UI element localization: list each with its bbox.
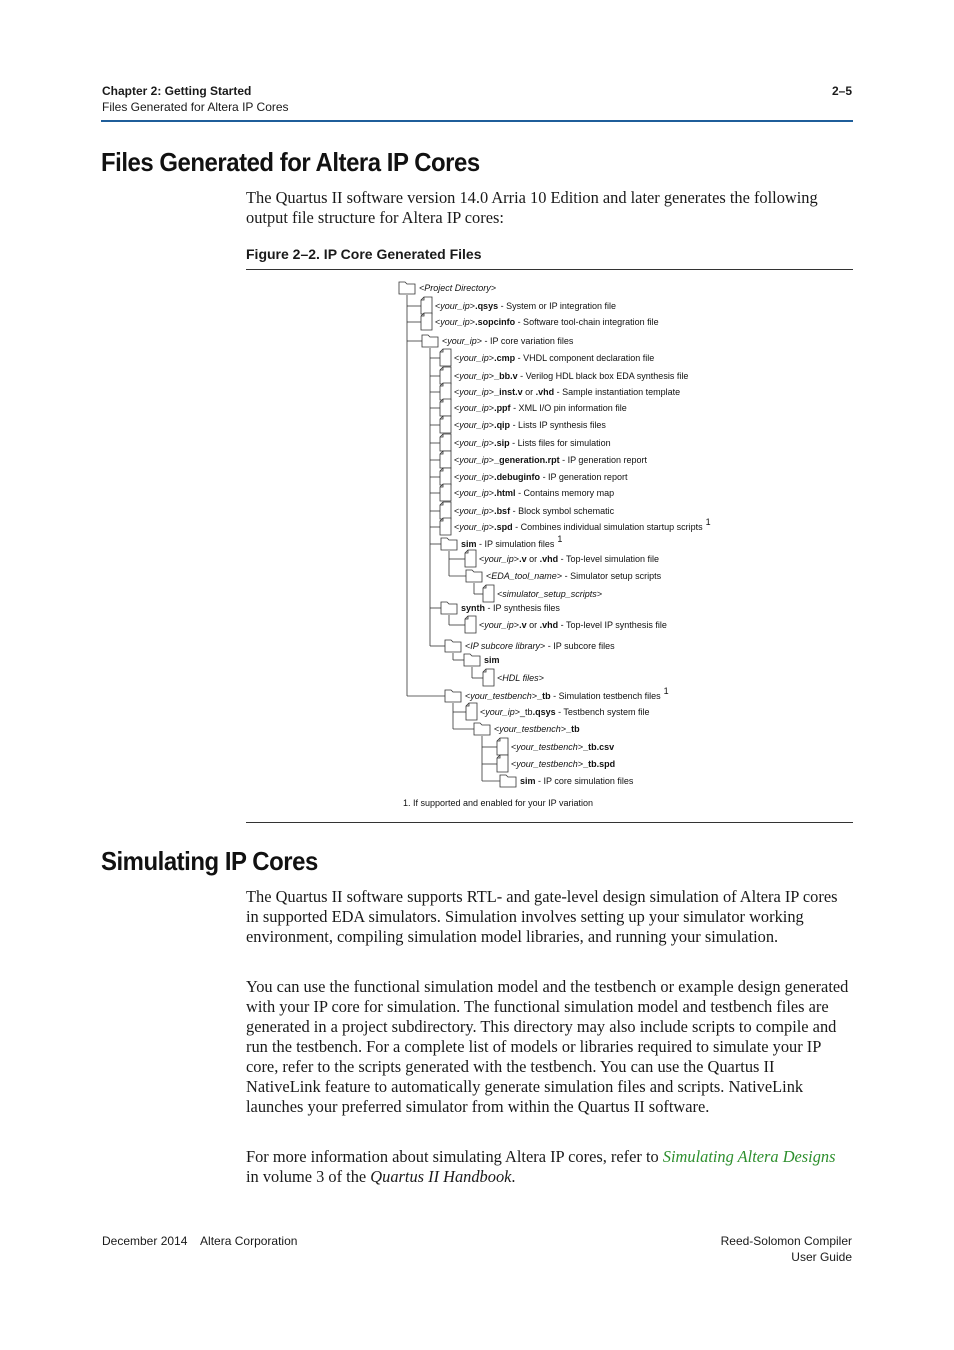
tree-folder-row (474, 723, 580, 735)
tree-item-label: <your_ip>_tb.qsys - Testbench system file (480, 707, 650, 717)
footer-date-company: December 2014 Altera Corporation (102, 1234, 298, 1248)
figure-footnote: 1. If supported and enabled for your IP variation (403, 798, 593, 808)
tree-item-label: <your_testbench>_tb.spd (511, 759, 616, 769)
tree-item-label: <your_ip>_generation.rpt - IP generation report (454, 455, 647, 465)
tree-file-row (440, 367, 688, 384)
tree-file-row (440, 502, 615, 519)
tree-file-row (440, 416, 606, 433)
file-icon (440, 484, 451, 501)
tree-item-label: <your_testbench>_tb (494, 724, 580, 734)
tree-item-label: <your_ip>.cmp - VHDL component declaration file (454, 353, 655, 363)
file-icon (440, 502, 451, 519)
tree-file-row (497, 755, 615, 772)
folder-icon (399, 282, 415, 294)
file-icon (466, 703, 477, 720)
tree-item-label: <your_ip>_inst.v or .vhd - Sample instantiation template (454, 387, 681, 397)
footer-doc-title: Reed-Solomon Compiler (720, 1234, 852, 1248)
tree-item-label: <Project Directory> (419, 283, 497, 293)
tree-item-label: <your_testbench>_tb.csv (511, 742, 615, 752)
tree-folder-row (399, 282, 496, 294)
tree-file-row (465, 616, 667, 633)
tree-file-row (465, 550, 659, 567)
folder-icon (464, 654, 480, 666)
tree-file-row (440, 484, 614, 501)
tree-item-label: <your_ip>.sopcinfo - Software tool-chain integration file (435, 317, 659, 327)
folder-icon (445, 690, 461, 702)
file-icon (440, 434, 451, 451)
tree-item-label: synth - IP synthesis files (461, 603, 560, 613)
tree-file-row (440, 434, 611, 451)
tree-file-row (440, 383, 680, 400)
file-icon (440, 468, 451, 485)
file-icon (497, 755, 508, 772)
simulating-altera-designs-link[interactable]: Simulating Altera Designs (662, 1147, 836, 1166)
tree-item-label: <your_ip>.html - Contains memory map (454, 488, 615, 498)
tree-file-row (440, 349, 654, 366)
folder-icon (466, 570, 482, 582)
simulating-paragraph-1: The Quartus II software supports RTL- and gate-level design simulation of Altera IP cores in supported EDA simulators. Simulation involves setting up your simulator working environment, compiling simulation model libraries, and running your simulation. (246, 887, 838, 946)
tree-folder-row (445, 640, 615, 652)
tree-item-label: <your_ip>.v or .vhd - Top-level simulation file (479, 554, 659, 564)
tree-file-row (440, 451, 647, 468)
file-icon (483, 585, 494, 602)
footnote-marker: 1 (663, 686, 669, 696)
section-title-files-generated: Files Generated for Altera IP Cores (101, 147, 480, 177)
folder-icon (474, 723, 490, 735)
p3-text-mid: in volume 3 of the (246, 1167, 371, 1186)
footnote-marker: 1 (705, 517, 711, 527)
tree-item-label: <IP subcore library> - IP subcore files (465, 641, 615, 651)
tree-item-label: <your_ip>.spd - Combines individual simulation startup scripts (454, 522, 703, 532)
tree-item-label: <HDL files> (497, 673, 544, 683)
tree-file-row (497, 738, 614, 755)
folder-icon (445, 640, 461, 652)
file-icon (440, 367, 451, 384)
tree-folder-row (464, 654, 500, 666)
figure-title: Figure 2–2. IP Core Generated Files (246, 246, 482, 262)
file-icon (440, 399, 451, 416)
tree-item-label: <your_ip>.qip - Lists IP synthesis files (454, 420, 606, 430)
tree-item-label: <your_testbench>_tb - Simulation testbench files (465, 691, 661, 701)
file-icon (440, 349, 451, 366)
simulating-paragraph-2: You can use the functional simulation model and the testbench or example design generated with your IP core for simulation. The functional simulation model and testbench files are generated in a project subdirectory. This directory may also include scripts to compile and run the testbench. For a complete list of models or libraries required to simulate your IP core, refer to the scripts generated with the testbench. You can use the Quartus II NativeLink feature to automatically generate simulation files and scripts. NativeLink launches your preferred simulator from within the Quartus II software. (246, 977, 849, 1116)
tree-file-row (421, 297, 616, 314)
tree-item-label: <your_ip>_bb.v - Verilog HDL black box EDA synthesis file (454, 371, 689, 381)
tree-file-row (440, 517, 711, 535)
file-icon (440, 451, 451, 468)
tree-item-label: <EDA_tool_name> - Simulator setup scripts (486, 571, 662, 581)
folder-icon (500, 775, 516, 787)
figure-rule-bottom (246, 822, 853, 823)
tree-folder-row (441, 602, 560, 614)
tree-file-row (421, 313, 659, 330)
tree-item-label: sim - IP simulation files (461, 539, 555, 549)
file-icon (421, 297, 432, 314)
folder-icon (422, 335, 438, 347)
tree-file-row (466, 703, 649, 720)
tree-folder-row (466, 570, 662, 582)
footnote-marker: 1 (557, 534, 563, 544)
folder-icon (441, 602, 457, 614)
file-icon (421, 313, 432, 330)
p3-text-end: . (511, 1167, 516, 1186)
simulating-paragraph-3 (246, 1147, 852, 1187)
tree-item-label: <your_ip>.bsf - Block symbol schematic (454, 506, 615, 516)
tree-folder-row (441, 534, 562, 550)
page-number: 2–5 (831, 84, 852, 98)
tree-item-label: <your_ip>.v or .vhd - Top-level IP synthesis file (479, 620, 667, 630)
tree-file-row (483, 669, 544, 686)
tree-item-label: <your_ip>.ppf - XML I/O pin information file (454, 403, 627, 413)
tree-file-row (440, 468, 628, 485)
tree-file-row (483, 585, 602, 602)
handbook-title: Quartus II Handbook (370, 1167, 512, 1186)
running-header-chapter: Chapter 2: Getting Started (102, 84, 252, 98)
tree-item-label: <your_ip> - IP core variation files (442, 336, 574, 346)
tree-item-label: <your_ip>.debuginfo - IP generation report (454, 472, 628, 482)
file-icon (440, 518, 451, 535)
file-icon (440, 383, 451, 400)
file-icon (440, 416, 451, 433)
file-icon (497, 738, 508, 755)
tree-item-label: <your_ip>.sip - Lists files for simulation (454, 438, 611, 448)
tree-item-label: <simulator_setup_scripts> (497, 589, 603, 599)
intro-paragraph: The Quartus II software version 14.0 Arria 10 Edition and later generates the following output file structure for Altera IP cores: (246, 188, 818, 227)
file-icon (483, 669, 494, 686)
footer-doc-type: User Guide (791, 1250, 852, 1264)
folder-icon (441, 538, 457, 550)
tree-folder-row (500, 775, 634, 787)
tree-file-row (440, 399, 627, 416)
tree-item-label: sim - IP core simulation files (520, 776, 634, 786)
file-icon (465, 550, 476, 567)
tree-item-label: <your_ip>.qsys - System or IP integration file (435, 301, 616, 311)
file-icon (465, 616, 476, 633)
tree-item-label: sim (484, 655, 500, 665)
tree-folder-row (422, 335, 574, 347)
p3-text-pre: For more information about simulating Altera IP cores, refer to (246, 1147, 663, 1166)
tree-folder-row (445, 686, 669, 702)
running-header-section: Files Generated for Altera IP Cores (102, 100, 289, 114)
section-title-simulating: Simulating IP Cores (101, 846, 318, 876)
